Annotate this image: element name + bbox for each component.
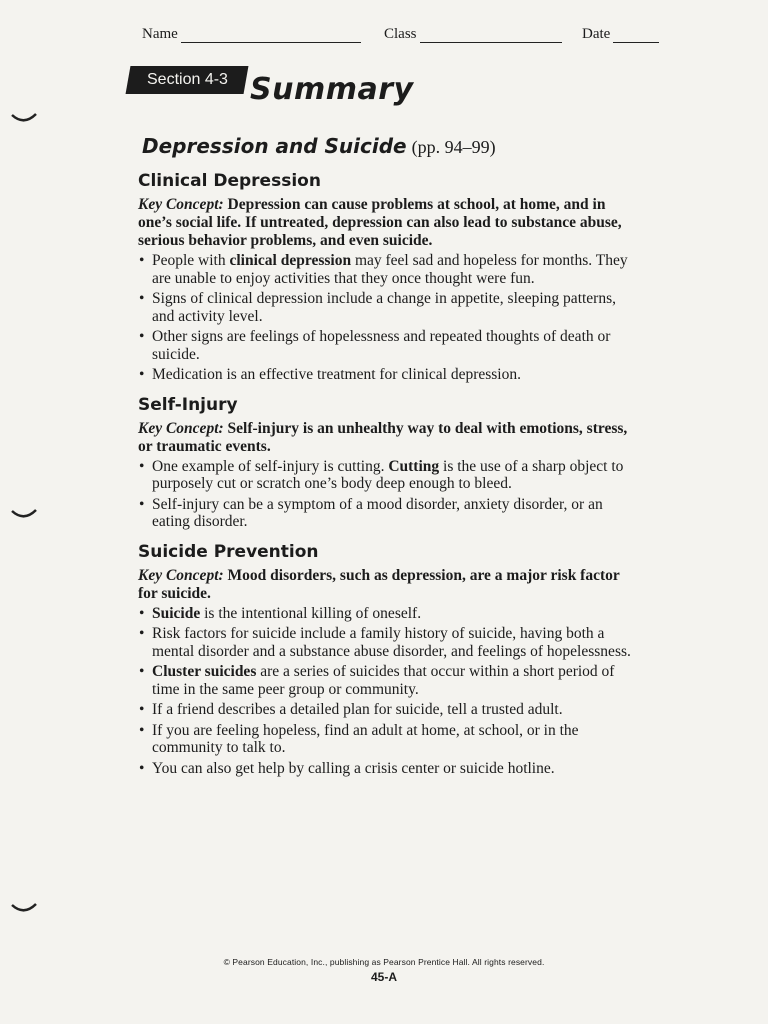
bullet-item: • Other signs are feelings of hopelessness and repeated thoughts of death or suicide. [139,328,611,363]
key-concept-label: Key Concept: [138,419,224,437]
name-blank[interactable] [181,28,361,43]
bullet-list [138,605,638,778]
date-field[interactable] [582,26,659,43]
class-field[interactable] [384,26,562,43]
bullet-item: • Cluster suicides are a series of suicides that occur within a short period of time in the same peer group or community. [139,663,615,698]
section-clinical-depression [138,170,638,384]
name-label: Name [142,26,178,42]
key-concept-label: Key Concept: [138,566,224,584]
bullet-item: • If you are feeling hopeless, find an adult at home, at school, or in the community to talk to. [139,721,579,756]
page-title: Summary [250,72,414,107]
bullet-list [138,252,638,384]
binder-hole-mark-middle [10,508,38,522]
section-heading: Clinical Depression [138,171,321,191]
worksheet-header [0,26,768,50]
bullet-item: • Signs of clinical depression include a change in appetite, sleeping patterns, and activity level. [139,290,617,325]
date-blank[interactable] [613,28,659,43]
key-concept-label: Key Concept: [138,196,224,213]
bullet-item: • Suicide is the intentional killing of oneself. [139,604,422,622]
chapter-heading [142,134,496,158]
bullet-item: • You can also get help by calling a crisis center or suicide hotline. [139,759,555,777]
bullet-item: • If a friend describes a detailed plan for suicide, tell a trusted adult. [139,701,563,718]
chapter-pages: (pp. 94–99) [411,137,496,157]
section-number: Section 4-3 [146,71,228,88]
key-concept [138,420,638,456]
binder-hole-mark-top [10,112,38,126]
section-heading: Self-Injury [138,394,238,415]
binder-hole-mark-bottom [10,902,38,916]
key-concept-text: Self-injury is an unhealthy way to deal with emotions, stress, or traumatic events. [138,419,628,455]
bullet-item: • Risk factors for suicide include a family history of suicide, having both a mental disorder and a substance abuse disorder, and feelings of hopelessness. [139,625,631,660]
copyright-notice: © Pearson Education, Inc., publishing as Pearson Prentice Hall. All rights reserved. [223,957,545,967]
key-concept [138,567,638,603]
page-number: 45-A [370,970,397,984]
section-banner [126,66,249,94]
bullet-item: • People with clinical depression may feel sad and hopeless for months. They are unable to enjoy activities that they once thought were fun. [139,252,628,287]
bullet-item: • One example of self-injury is cutting. Cutting is the use of a sharp object to purposely cut or scratch one’s body deep enough to bleed. [139,457,624,492]
chapter-title: Depression and Suicide [142,134,407,158]
section-suicide-prevention [138,541,638,778]
class-blank[interactable] [420,28,562,43]
date-label: Date [582,26,611,42]
class-label: Class [384,26,417,42]
bullet-list [138,458,638,531]
key-concept [138,196,638,250]
summary-content [138,170,638,787]
name-field[interactable] [142,26,361,43]
bullet-item: • Medication is an effective treatment for clinical depression. [139,366,521,383]
key-concept-text: Depression can cause problems at school, at home, and in one’s social life. If untreated, depression can also lead to substance abuse, serious behavior problems, and even suicide. [138,196,622,249]
section-self-injury [138,394,638,531]
key-concept-text: Mood disorders, such as depression, are a major risk factor for suicide. [138,566,620,602]
section-heading: Suicide Prevention [138,541,319,562]
bullet-item: • Self-injury can be a symptom of a mood disorder, anxiety disorder, or an eating disorder. [139,495,603,530]
